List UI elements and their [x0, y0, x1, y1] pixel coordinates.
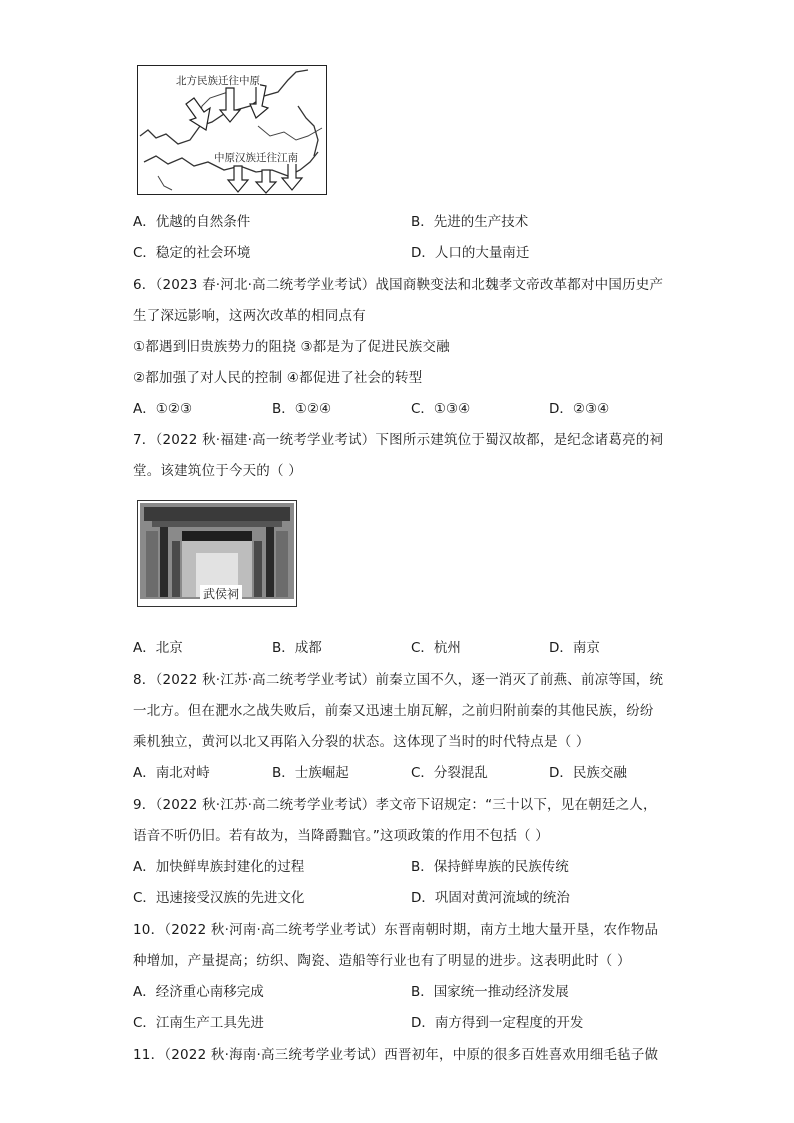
migration-map-figure — [137, 65, 327, 195]
q7-option-a: A．北京 — [133, 640, 183, 656]
arrow-north-1 — [186, 98, 210, 130]
q10-option-c: C．江南生产工具先进 — [133, 1015, 264, 1031]
q6-stem-line-1: 6．（2023 春·河北·高二统考学业考试）战国商鞅变法和北魏孝文帝改革都对中国历史产 — [133, 277, 664, 293]
map-label-south: 中原汉族迁往江南 — [214, 152, 298, 164]
q5-option-a: A．优越的自然条件 — [133, 214, 251, 230]
q9-stem-line-2: 语音不听仍旧。若有故为，当降爵黜官。”这项政策的作用不包括（ ） — [133, 828, 549, 844]
q10-stem-line-1: 10．（2022 秋·河南·高二统考学业考试）东晋南朝时期，南方土地大量开垦，农作物品 — [133, 922, 659, 938]
q7-option-b: B．成都 — [272, 640, 322, 656]
q10-option-b: B．国家统一推动经济发展 — [411, 984, 569, 1000]
q8-stem-line-2: 一北方。但在淝水之战失败后，前秦又迅速土崩瓦解，之前归附前秦的其他民族，纷纷 — [133, 703, 654, 719]
photo-caption: 武侯祠 — [200, 585, 242, 602]
q9-option-c: C．迅速接受汉族的先进文化 — [133, 890, 305, 906]
map-label-north: 北方民族迁往中原 — [176, 75, 260, 87]
q6-option-a: A．①②③ — [133, 401, 193, 417]
q10-option-d: D．南方得到一定程度的开发 — [411, 1015, 584, 1031]
q6-item-line-1: ①都遇到旧贵族势力的阻挠 ③都是为了促进民族交融 — [133, 339, 450, 355]
q7-option-c: C．杭州 — [411, 640, 461, 656]
q7-option-d: D．南京 — [549, 640, 600, 656]
q9-option-a: A．加快鲜卑族封建化的过程 — [133, 859, 305, 875]
q6-stem-line-2: 生了深远影响，这两次改革的相同点有 — [133, 308, 366, 324]
q6-option-b: B．①②④ — [272, 401, 332, 417]
q9-stem-line-1: 9．（2022 秋·江苏·高二统考学业考试）孝文帝下诏规定：“三十以下，见在朝廷之人， — [133, 797, 657, 813]
q8-stem-line-3: 乘机独立，黄河以北又再陷入分裂的状态。这体现了当时的时代特点是（ ） — [133, 734, 590, 750]
q8-option-d: D．民族交融 — [549, 765, 627, 781]
q6-item-line-2: ②都加强了对人民的控制 ④都促进了社会的转型 — [133, 370, 423, 386]
q6-option-d: D．②③④ — [549, 401, 610, 417]
q6-option-c: C．①③④ — [411, 401, 471, 417]
q10-option-a: A．经济重心南移完成 — [133, 984, 264, 1000]
wuhou-shrine-photo — [137, 500, 297, 607]
q9-option-d: D．巩固对黄河流域的统治 — [411, 890, 570, 906]
q5-option-b: B．先进的生产技术 — [411, 214, 529, 230]
q8-option-a: A．南北对峙 — [133, 765, 210, 781]
q8-option-b: B．士族崛起 — [272, 765, 349, 781]
q5-option-c: C．稳定的社会环境 — [133, 245, 251, 261]
q11-stem-line-1: 11．（2022 秋·海南·高三统考学业考试）西晋初年，中原的很多百姓喜欢用细毛毡子做 — [133, 1047, 659, 1063]
q7-stem-line-1: 7．（2022 秋·福建·高一统考学业考试）下图所示建筑位于蜀汉故都，是纪念诸葛亮的祠 — [133, 432, 664, 448]
q5-option-d: D．人口的大量南迁 — [411, 245, 530, 261]
q10-stem-line-2: 种增加，产量提高；纺织、陶瓷、造船等行业也有了明显的进步。这表明此时（ ） — [133, 953, 631, 969]
q8-option-c: C．分裂混乱 — [411, 765, 488, 781]
q8-stem-line-1: 8．（2022 秋·江苏·高二统考学业考试）前秦立国不久，逐一消灭了前燕、前凉等国，统 — [133, 672, 664, 688]
q7-stem-line-2: 堂。该建筑位于今天的（ ） — [133, 463, 302, 479]
q9-option-b: B．保持鲜卑族的民族传统 — [411, 859, 569, 875]
